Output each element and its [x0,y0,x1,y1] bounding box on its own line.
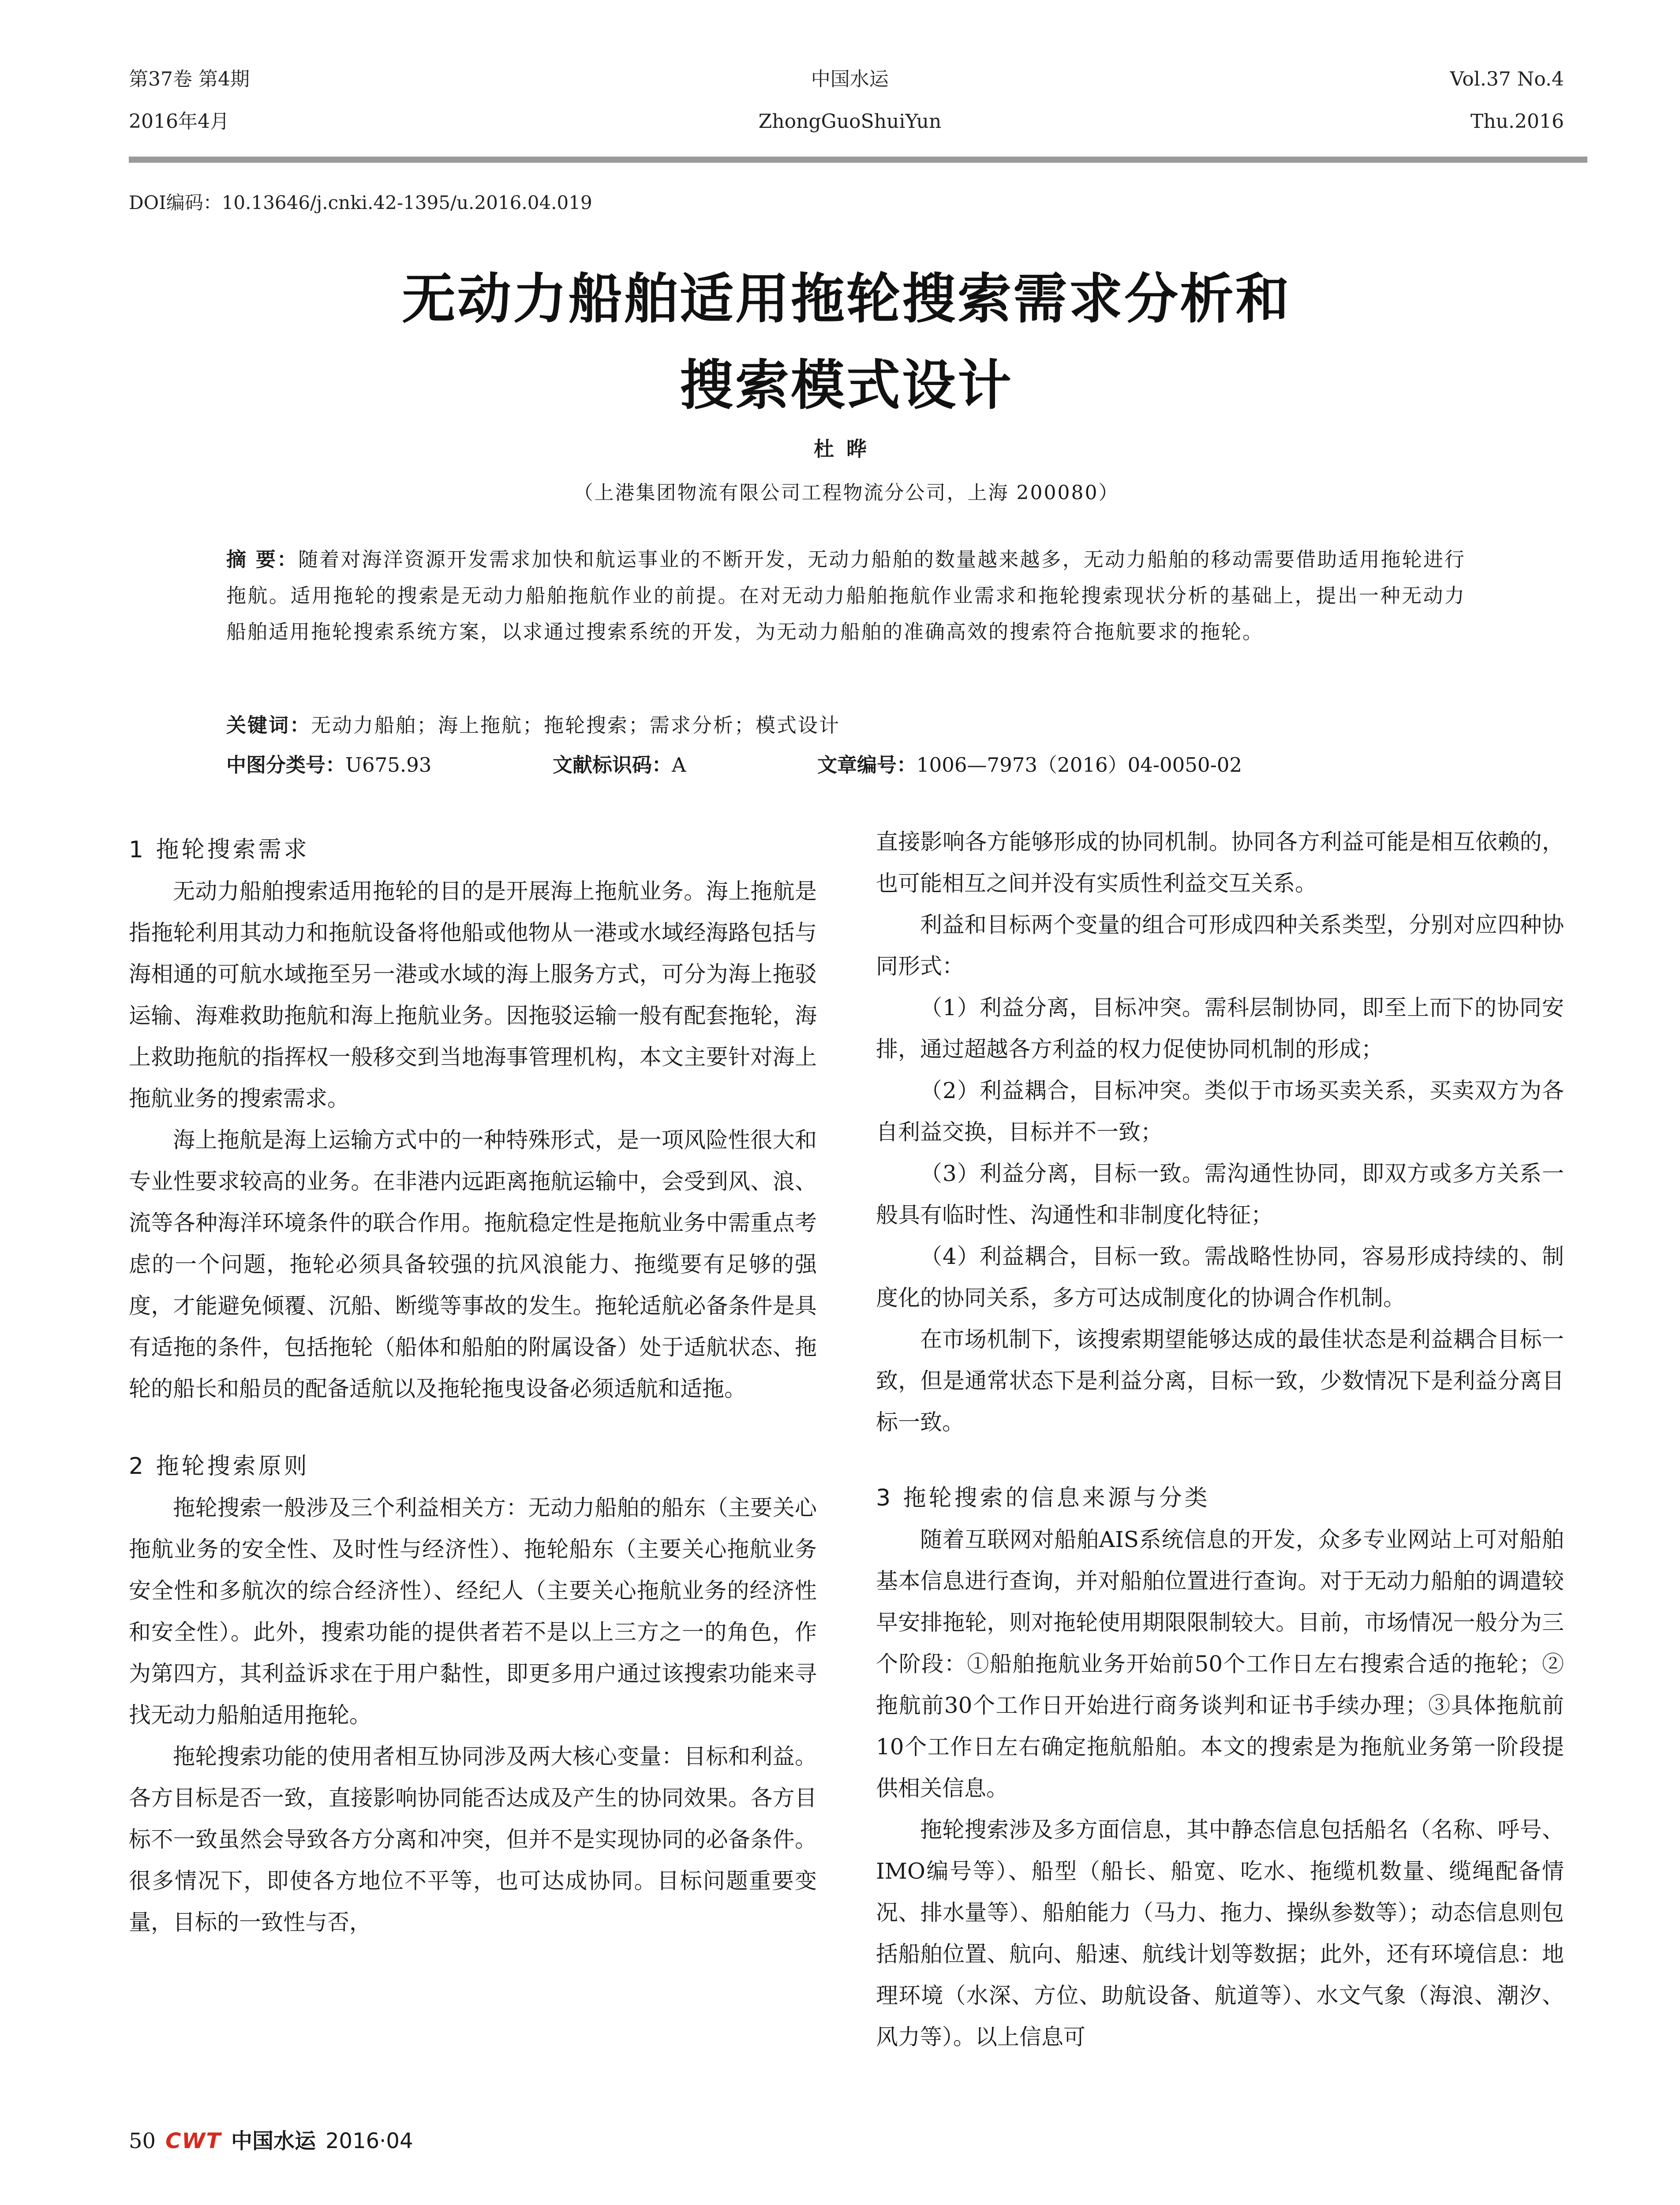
paragraph: 拖轮搜索一般涉及三个利益相关方：无动力船舶的船东（主要关心拖航业务的安全性、及时性与经济性）、拖轮船东（主要关心拖航业务安全性和多航次的综合经济性）、经纪人（主要关心拖航业务的经济性和安全性）。此外，搜索功能的提供者若不是以上三方之一的角色，作为第四方，其利益诉求在于用户黏性，即更多用户通过该搜索功能来寻找无动力船舶适用拖轮。 [129,1495,817,1728]
cwt-logo: CWT [165,2129,221,2153]
author-affiliation: （上港集团物流有限公司工程物流分公司，上海 200080） [573,482,1119,504]
section-spacer [876,1443,1564,1477]
keywords [226,710,1466,741]
paragraph-continued: 直接影响各方能够形成的协同机制。协同各方利益可能是相互依赖的，也可能相互之间并没有实质性利益交互关系。 [876,829,1564,896]
list-item: （3）利益分离，目标一致。需沟通性协同，即双方或多方关系一般具有临时性、沟通性和非制度化特征； [876,1161,1564,1228]
header-journal-zh: 中国水运 [811,68,889,90]
paragraph: 在市场机制下，该搜索期望能够达成的最佳状态是利益耦合目标一致，但是通常状态下是利益分离，目标一致，少数情况下是利益分离目标一致。 [876,1327,1564,1435]
section-spacer [129,1409,817,1446]
header-journal-pinyin: ZhongGuoShuiYun [758,110,942,133]
clc-number [226,750,553,781]
paragraph: 利益和目标两个变量的组合可形成四种关系类型，分别对应四种协同形式： [876,912,1564,979]
page-footer [129,2126,413,2156]
doc-code-value: A [672,753,686,777]
paragraph: 无动力船舶搜索适用拖轮的目的是开展海上拖航业务。海上拖航是指拖轮利用其动力和拖航设备将他船或他物从一港或水域经海路包括与海相通的可航水域拖至另一港或水域的海上服务方式，可分为海上拖驳运输、海难救助拖航和海上拖航业务。因拖驳运输一般有配套拖轮，海上救助拖航的指挥权一般移交到当地海事管理机构，本文主要针对海上拖航业务的搜索需求。 [129,878,817,1111]
list-item: （1）利益分离，目标冲突。需科层制协同，即至上而下的协同安排，通过超越各方利益的权力促使协同机制的形成； [876,995,1564,1062]
article-number-label: 文章编号： [817,753,917,777]
article-title [129,256,1564,429]
body-column-left [129,829,817,1943]
paragraph: 拖轮搜索涉及多方面信息，其中静态信息包括船名（名称、呼号、IMO编号等）、船型（船长、船宽、吃水、拖缆机数量、缆绳配备情况、排水量等）、船舶能力（马力、拖力、操纵参数等）；动态信息则包括船舶位置、航向、船速、航线计划等数据；此外，还有环境信息：地理环境（水深、方位、助航设备、航道等）、水文气象（海浪、潮汐、风力等）。以上信息可 [876,1817,1564,2050]
footer-journal-name: 中国水运 [231,2129,316,2153]
list-item: （2）利益耦合，目标冲突。类似于市场买卖关系，买卖双方为各自利益交换，目标并不一致； [876,1078,1564,1145]
keywords-label: 关键词： [226,714,311,737]
section-heading-2: 2 拖轮搜索原则 [129,1453,310,1480]
header-rule [129,157,1587,163]
keywords-text: 无动力船舶；海上拖航；拖轮搜索；需求分析；模式设计 [311,714,841,737]
section-heading-1: 1 拖轮搜索需求 [129,837,310,863]
article-number-value: 1006—7973（2016）04-0050-02 [917,753,1242,777]
doc-code-label: 文献标识码： [553,753,672,777]
classification-line [226,750,1466,781]
header-date-en: Thu.2016 [1470,110,1564,133]
header-row-bottom [129,108,1564,135]
abstract [226,542,1466,650]
author-name: 杜晔 [814,437,879,461]
clc-label: 中图分类号： [226,753,346,777]
list-item: （4）利益耦合，目标一致。需战略性协同，容易形成持续的、制度化的协同关系，多方可达成制度化的协调合作机制。 [876,1244,1564,1311]
paragraph: 海上拖航是海上运输方式中的一种特殊形式，是一项风险性很大和专业性要求较高的业务。在非港内远距离拖航运输中，会受到风、浪、流等各种海洋环境条件的联合作用。拖航稳定性是拖航业务中需重点考虑的一个问题，拖轮必须具备较强的抗风浪能力、拖缆要有足够的强度，才能避免倾覆、沉船、断缆等事故的发生。拖轮适航必备条件是具有适拖的条件，包括拖轮（船体和船舶的附属设备）处于适航状态、拖轮的船长和船员的配备适航以及拖轮拖曳设备必须适航和适拖。 [129,1127,817,1401]
header-date: 2016年4月 [129,110,229,133]
document-code [553,750,817,781]
header-volume-en: Vol.37 No.4 [1450,68,1564,90]
body-column-right [876,821,1564,2058]
abstract-label: 摘 要： [226,548,299,571]
paragraph: 拖轮搜索功能的使用者相互协同涉及两大核心变量：目标和利益。各方目标是否一致，直接影响协同能否达成及产生的协同效果。各方目标不一致虽然会导致各方分离和冲突，但并不是实现协同的必备条件。很多情况下，即使各方地位不平等，也可达成协同。目标问题重要变量，目标的一致性与否， [129,1744,817,1935]
header-volume: 第37卷 第4期 [129,68,250,90]
title-line-2: 搜索模式设计 [680,354,1013,417]
page-number: 50 [129,2129,156,2153]
article-number [817,750,1242,781]
doi-line: DOI编码：10.13646/j.cnki.42-1395/u.2016.04.019 [129,192,592,213]
paragraph: 随着互联网对船舶AIS系统信息的开发，众多专业网站上可对船舶基本信息进行查询，并对船舶位置进行查询。对于无动力船舶的调遣较早安排拖轮，则对拖轮使用期限限制较大。目前，市场情况一般分为三个阶段：①船舶拖航业务开始前50个工作日左右搜索合适的拖轮；②拖航前30个工作日开始进行商务谈判和证书手续办理；③具体拖航前10个工作日左右确定拖航船舶。本文的搜索是为拖航业务第一阶段提供相关信息。 [876,1527,1564,1801]
footer-issue: 2016·04 [326,2129,413,2153]
abstract-text: 随着对海洋资源开发需求加快和航运事业的不断开发，无动力船舶的数量越来越多，无动力船舶的移动需要借助适用拖轮进行拖航。适用拖轮的搜索是无动力船舶拖航作业的前提。在对无动力船舶拖航作业需求和拖轮搜索现状分析的基础上，提出一种无动力船舶适用拖轮搜索系统方案，以求通过搜索系统的开发，为无动力船舶的准确高效的搜索符合拖航要求的拖轮。 [226,548,1466,643]
clc-value: U675.93 [345,753,432,777]
section-heading-3: 3 拖轮搜索的信息来源与分类 [876,1485,1210,1511]
header-row-top [129,66,1564,93]
title-line-1: 无动力船舶适用拖轮搜索需求分析和 [402,268,1291,330]
